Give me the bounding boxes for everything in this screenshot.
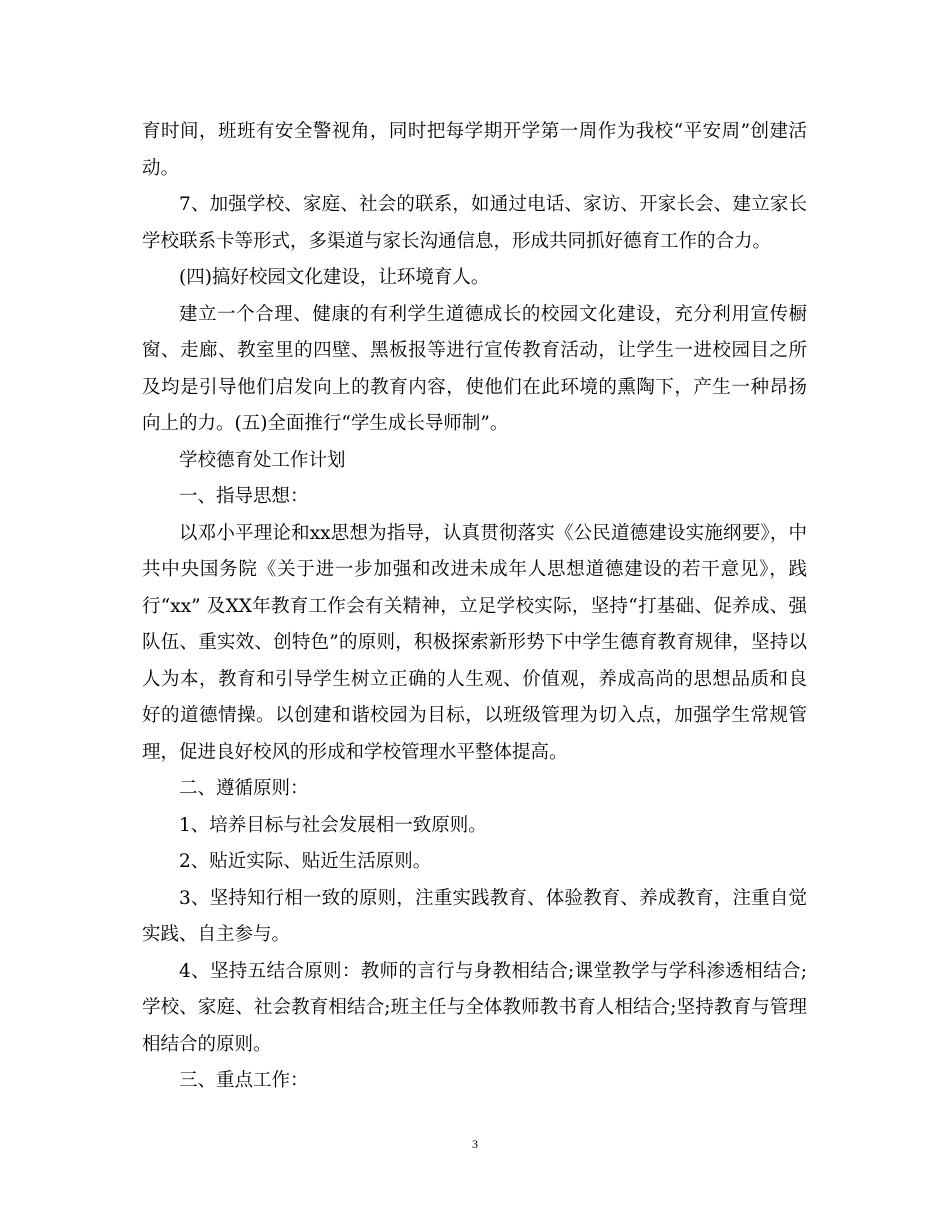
paragraph-5: 学校德育处工作计划 (179, 449, 346, 471)
paragraph-6: 一、指导思想： (179, 486, 309, 507)
paragraph-11: 3、坚持知行相一致的原则，注重实践教育、体验教育、养成教育，注重自觉实践、自主参与。 (142, 887, 807, 945)
paragraph-10: 2、贴近实际、贴近生活原则。 (179, 851, 432, 872)
paragraph-2: 7、加强学校、家庭、社会的联系，如通过电话、家访、开家长会、建立家长学校联系卡等形式，多渠道与家长沟通信息，形成共同抓好德育工作的合力。 (142, 194, 807, 252)
page-number: 3 (472, 1137, 478, 1151)
paragraph-4: 建立一个合理、健康的有利学生道德成长的校园文化建设，充分利用宣传橱窗、走廊、教室里的四壁、黑板报等进行宣传教育活动，让学生一进校园目之所及均是引导他们启发向上的教育内容，使他们在此环境的熏陶下，产生一种昂扬向上的力。(五)全面推行“学生成长导师制”。 (142, 303, 807, 434)
paragraph-7: 以邓小平理论和xx思想为指导，认真贯彻落实《公民道德建设实施纲要》，中共中央国务院《关于进一步加强和改进未成年人思想道德建设的若干意见》，践行“xx” 及XX年教育工作会有关精神，立足学校实际，坚持“打基础、促养成、强队伍、重实效、创特色”的原则，积极探索新形势下中学生德育教育规律，坚持以人为本，教育和引导学生树立正确的人生观、价值观，养成高尚的思想品质和良好的道德情操。以创建和谐校园为目标，以班级管理为切入点，加强学生常规管理，促进良好校风的形成和学校管理水平整体提高。 (142, 522, 807, 763)
paragraph-12: 4、坚持五结合原则：教师的言行与身教相结合;课堂教学与学科渗透相结合;学校、家庭、社会教育相结合;班主任与全体教师教书育人相结合;坚持教育与管理相结合的原则。 (142, 960, 807, 1055)
paragraph-9: 1、培养目标与社会发展相一致原则。 (179, 814, 487, 836)
paragraph-1: 育时间，班班有安全警视角，同时把每学期开学第一周作为我校“平安周”创建活动。 (142, 121, 807, 179)
document-body (142, 114, 807, 1100)
paragraph-13: 三、重点工作： (179, 1070, 309, 1091)
paragraph-8: 二、遵循原则： (179, 778, 309, 799)
paragraph-3: (四)搞好校园文化建设，让环境育人。 (179, 267, 490, 288)
